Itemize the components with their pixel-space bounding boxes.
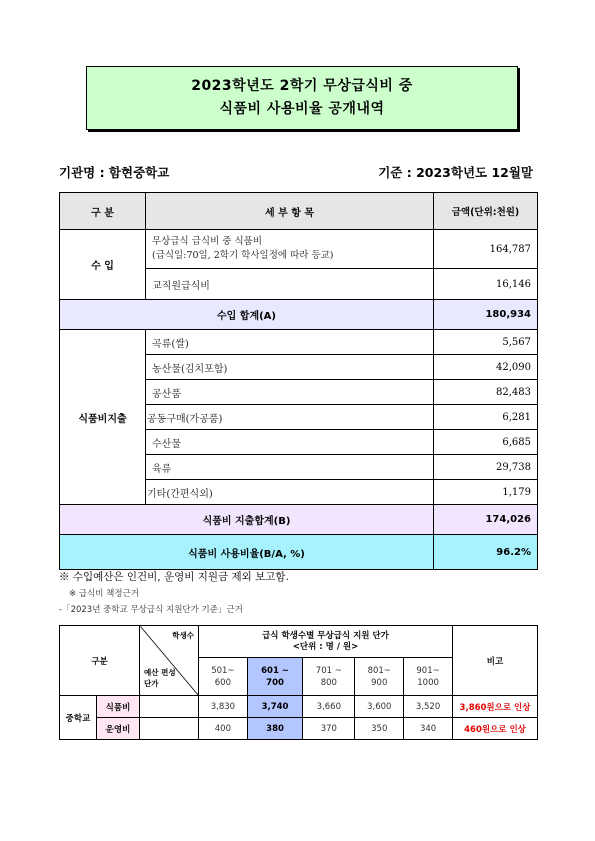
title-line-1: 2023학년도 2학기 무상급식비 중 bbox=[191, 78, 413, 94]
table-header-row bbox=[60, 193, 538, 230]
empty-cell bbox=[140, 696, 199, 718]
food-total-value: 174,026 bbox=[434, 505, 538, 535]
basis-date: 기준 : 2023학년도 12월말 bbox=[378, 165, 533, 180]
unit-title-line2: <단위 : 명 / 원> bbox=[292, 641, 359, 652]
ratio-value: 96.2% bbox=[434, 535, 538, 570]
food-item: 육류 bbox=[146, 455, 434, 480]
diag-top-label: 학생수 bbox=[172, 631, 194, 640]
row-label-operation: 운영비 bbox=[97, 718, 140, 740]
income-amount-2: 16,146 bbox=[434, 269, 538, 300]
ratio-label: 식품비 사용비율(B/A, %) bbox=[60, 535, 434, 570]
op-remark: 460원으로 인상 bbox=[453, 718, 538, 740]
op-price-2: 380 bbox=[247, 718, 303, 740]
ratio-row bbox=[60, 535, 538, 570]
food-item: 기타(간편식외) bbox=[146, 480, 434, 505]
income-total-row bbox=[60, 300, 538, 330]
note-standard: -「2023년 중학교 무상급식 지원단가 기준」근거 bbox=[59, 605, 243, 615]
food-item: 곡류(쌀) bbox=[146, 330, 434, 355]
institution-name: 기관명 : 함현중학교 bbox=[59, 165, 170, 180]
row-label-food: 식품비 bbox=[97, 696, 140, 718]
food-item: 공산품 bbox=[146, 380, 434, 405]
income-item-1-line1: 무상급식 급식비 중 식품비 bbox=[152, 236, 263, 247]
title-box bbox=[86, 66, 518, 130]
unit-title-line1: 급식 학생수별 무상급식 지원 단가 bbox=[262, 630, 389, 641]
income-item-2: 교직원급식비 bbox=[146, 269, 434, 300]
income-total-label: 수입 합계(A) bbox=[60, 300, 434, 330]
unit-title bbox=[199, 626, 453, 658]
unit-remark-header: 비고 bbox=[453, 626, 538, 696]
empty-cell bbox=[140, 718, 199, 740]
food-price-3: 3,660 bbox=[303, 696, 355, 718]
op-price-5: 340 bbox=[404, 718, 453, 740]
income-label: 수 입 bbox=[60, 230, 146, 300]
food-amount: 29,738 bbox=[434, 455, 538, 480]
title-line-2: 식품비 사용비율 공개내역 bbox=[219, 101, 385, 117]
income-item-1-line2: (급식일:70일, 2학기 학사일정에 따라 등교) bbox=[152, 250, 334, 261]
food-item: 공동구매(가공품) bbox=[146, 405, 434, 430]
range-801-900: 801~ 900 bbox=[355, 658, 404, 696]
range-501-600: 501~ 600 bbox=[199, 658, 248, 696]
income-item-1 bbox=[146, 230, 434, 269]
range-601-700: 601 ~ 700 bbox=[247, 658, 303, 696]
note-basis: ※ 급식비 책정근거 bbox=[69, 589, 140, 599]
food-amount: 5,567 bbox=[434, 330, 538, 355]
table-row bbox=[60, 626, 538, 658]
diagonal-header bbox=[140, 626, 199, 696]
food-price-1: 3,830 bbox=[199, 696, 248, 718]
food-amount: 1,179 bbox=[434, 480, 538, 505]
food-total-label: 식품비 지출합계(B) bbox=[60, 505, 434, 535]
income-total-value: 180,934 bbox=[434, 300, 538, 330]
op-price-1: 400 bbox=[199, 718, 248, 740]
food-amount: 42,090 bbox=[434, 355, 538, 380]
food-amount: 6,281 bbox=[434, 405, 538, 430]
food-price-5: 3,520 bbox=[404, 696, 453, 718]
op-price-4: 350 bbox=[355, 718, 404, 740]
food-expense-label: 식품비지출 bbox=[60, 330, 146, 505]
table-row bbox=[60, 696, 538, 718]
food-amount: 6,685 bbox=[434, 430, 538, 455]
op-price-3: 370 bbox=[303, 718, 355, 740]
range-901-1000: 901~ 1000 bbox=[404, 658, 453, 696]
food-item: 수산물 bbox=[146, 430, 434, 455]
table-row bbox=[60, 330, 538, 355]
note-budget: ※ 수입예산은 인건비, 운영비 지원금 제외 보고함. bbox=[59, 571, 289, 583]
food-total-row bbox=[60, 505, 538, 535]
range-701-800: 701 ~ 800 bbox=[303, 658, 355, 696]
food-remark: 3,860원으로 인상 bbox=[453, 696, 538, 718]
unit-price-table bbox=[59, 625, 538, 740]
school-label: 중학교 bbox=[60, 696, 97, 740]
food-item: 농산물(김치포함) bbox=[146, 355, 434, 380]
diag-bottom-label: 예산 편성 단가 bbox=[144, 668, 176, 688]
table-row bbox=[60, 230, 538, 269]
unit-category: 구분 bbox=[60, 626, 140, 696]
food-expense-table bbox=[59, 192, 538, 570]
food-price-2: 3,740 bbox=[247, 696, 303, 718]
header-item: 세 부 항 목 bbox=[146, 193, 434, 230]
food-price-4: 3,600 bbox=[355, 696, 404, 718]
header-amount: 금액(단위:천원) bbox=[434, 193, 538, 230]
food-amount: 82,483 bbox=[434, 380, 538, 405]
table-row bbox=[60, 718, 538, 740]
header-category: 구 분 bbox=[60, 193, 146, 230]
income-amount-1: 164,787 bbox=[434, 230, 538, 269]
